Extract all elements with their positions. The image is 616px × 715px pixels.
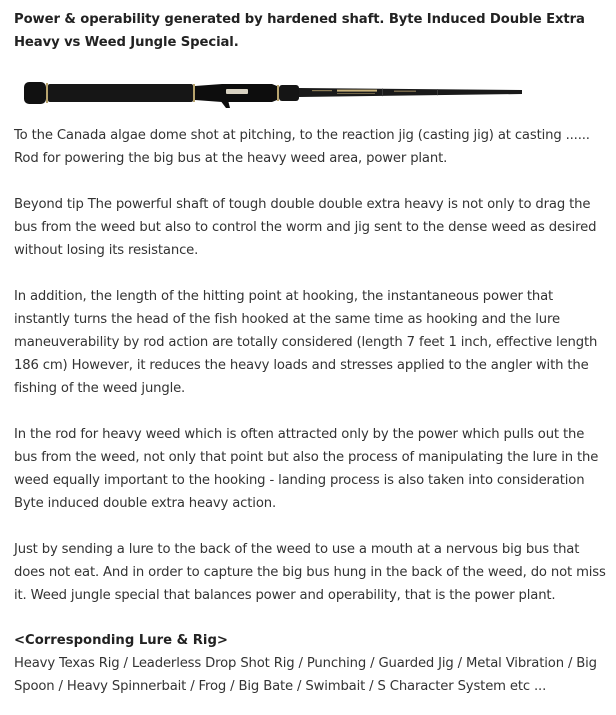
description-paragraph: Just by sending a lure to the back of the weed to use a mouth at a nervous big bus that does not eat. And in order to capture the big bus hung in the back of the weed, do not miss it. Weed jungle special that balances power and operability, that is the power plant.: [14, 542, 606, 603]
description-paragraph: In the rod for heavy weed which is often attracted only by the power which pulls out the bus from the weed, not only that point but also the process of manipulating the lure in the weed equally important to the hooking - landing process is also taken into consideration Byte induced double extra heavy action.: [14, 427, 599, 511]
description-paragraph: To the Canada algae dome shot at pitching, to the reaction jig (casting jig) at casting ...... Rod for powering the big bus at the heavy weed area, power plant.: [14, 128, 590, 166]
lure-rig-list: Heavy Texas Rig / Leaderless Drop Shot Rig / Punching / Guarded Jig / Metal Vibration / Big Spoon / Heavy Spinnerbait / Frog / Big Bate / Swimbait / S Character System etc ...: [14, 656, 597, 694]
lure-rig-heading: <Corresponding Lure & Rig>: [14, 633, 228, 648]
fishing-rod-image: [22, 76, 522, 110]
page-title: Power & operability generated by hardened shaft. Byte Induced Double Extra Heavy vs Weed Jungle Special.: [14, 12, 585, 50]
description-paragraph: In addition, the length of the hitting point at hooking, the instantaneous power that instantly turns the head of the fish hooked at the same time as hooking and the lure maneuverability by rod action are totally considered (length 7 feet 1 inch, effective length 186 cm) However, it reduces the heavy loads and stresses applied to the angler with the fishing of the weed jungle.: [14, 289, 598, 396]
description-paragraph: Beyond tip The powerful shaft of tough double double extra heavy is not only to drag the bus from the weed but also to control the worm and jig sent to the dense weed as desired without losing its resistance.: [14, 197, 597, 258]
